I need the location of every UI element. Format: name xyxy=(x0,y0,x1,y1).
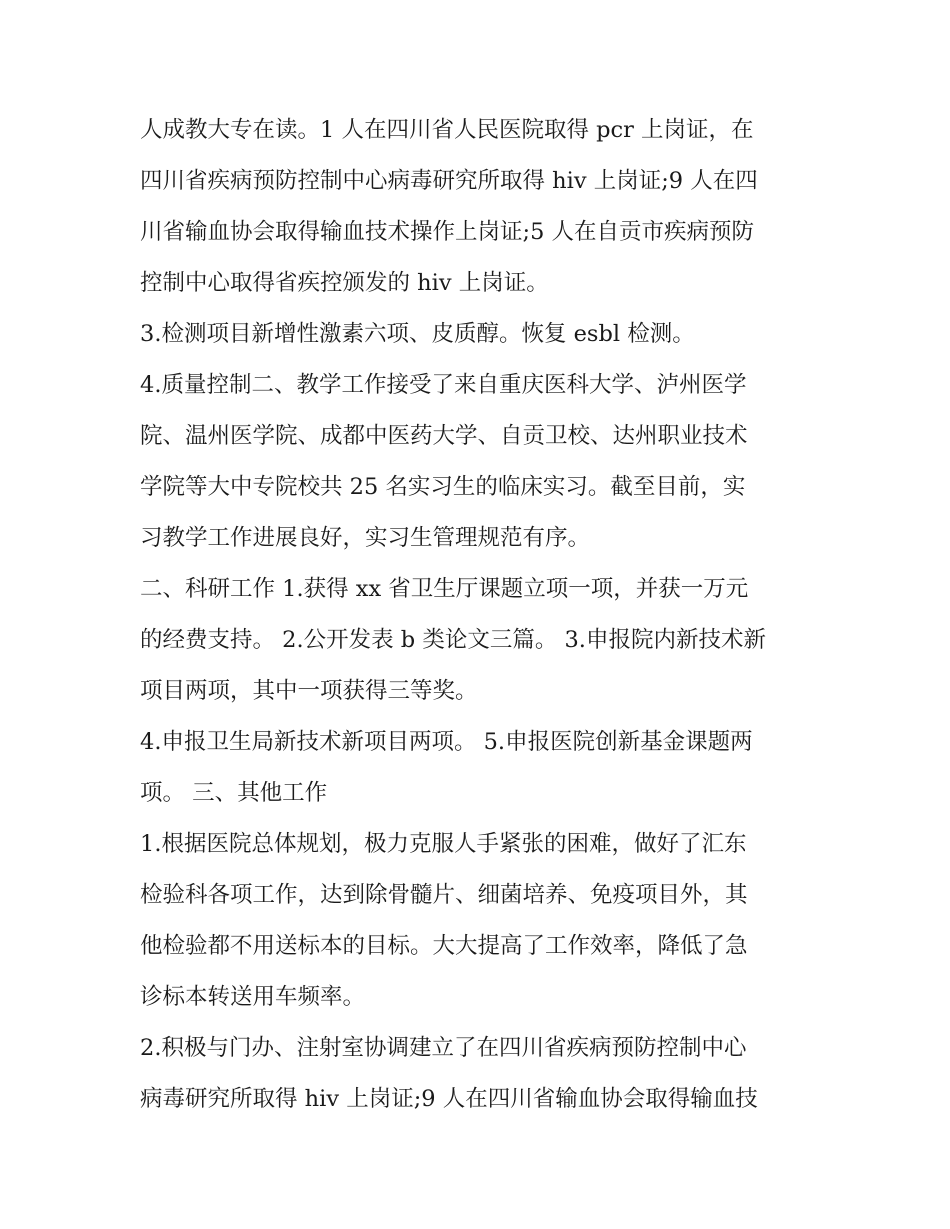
text-line: 项目两项，其中一项获得三等奖。 xyxy=(140,678,478,704)
text-line: 3.检测项目新增性激素六项、皮质醇。恢复 esbl 检测。 xyxy=(140,321,695,347)
text-line: 控制中心取得省疾控颁发的 hiv 上岗证。 xyxy=(140,270,549,296)
text-line: 2.积极与门办、注射室协调建立了在四川省疾病预防控制中心 xyxy=(140,1035,747,1061)
text-line: 的经费支持。 2.公开发表 b 类论文三篇。 3.申报院内新技术新 xyxy=(140,627,766,653)
text-line: 项。 三、其他工作 xyxy=(140,780,328,806)
text-line: 诊标本转送用车频率。 xyxy=(140,984,366,1010)
text-line: 1.根据医院总体规划，极力克服人手紧张的困难，做好了汇东 xyxy=(140,831,747,857)
text-line: 4.申报卫生局新技术新项目两项。 5.申报医院创新基金课题两 xyxy=(140,729,753,755)
text-line: 病毒研究所取得 hiv 上岗证;9 人在四川省输血协会取得输血技 xyxy=(140,1086,758,1112)
document-body xyxy=(140,105,820,1125)
text-line: 4.质量控制二、教学工作接受了来自重庆医科大学、泸州医学 xyxy=(140,372,747,398)
text-line: 检验科各项工作，达到除骨髓片、细菌培养、免疫项目外，其 xyxy=(140,882,748,908)
text-line: 院、温州医学院、成都中医药大学、自贡卫校、达州职业技术 xyxy=(140,423,748,449)
text-line: 人成教大专在读。1 人在四川省人民医院取得 pcr 上岗证，在 xyxy=(140,117,754,143)
text-line: 四川省疾病预防控制中心病毒研究所取得 hiv 上岗证;9 人在四 xyxy=(140,168,758,194)
text-line: 他检验都不用送标本的目标。大大提高了工作效率，降低了急 xyxy=(140,933,748,959)
text-line: 川省输血协会取得输血技术操作上岗证;5 人在自贡市疾病预防 xyxy=(140,219,755,245)
text-line: 二、科研工作 1.获得 xx 省卫生厅课题立项一项，并获一万元 xyxy=(140,576,749,602)
text-line: 学院等大中专院校共 25 名实习生的临床实习。截至目前，实 xyxy=(140,474,746,500)
text-line: 习教学工作进展良好，实习生管理规范有序。 xyxy=(140,525,591,551)
